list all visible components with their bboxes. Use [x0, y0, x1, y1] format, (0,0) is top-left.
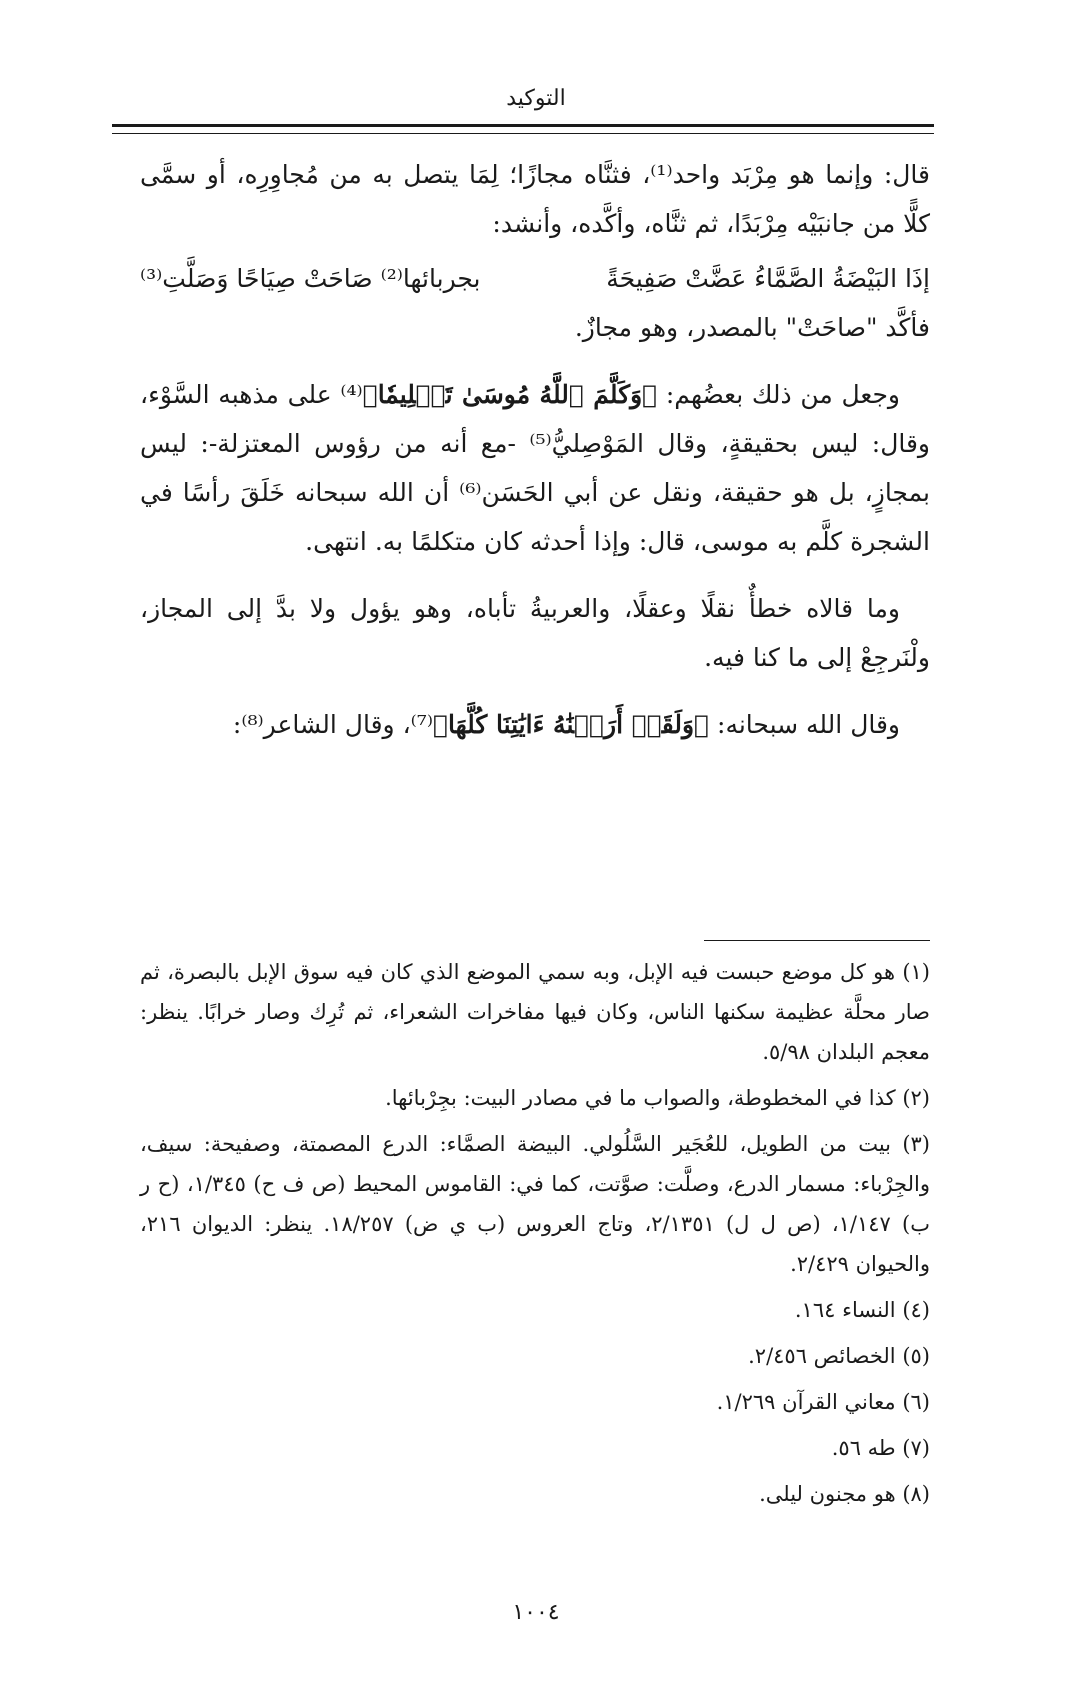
footnote-1: (١) هو كل موضع حبست فيه الإبل، وبه سمي الموضع الذي كان فيه سوق الإبل بالبصرة، ثم صار محلَّة عظيمة سكنها الناس، وكان فيها مفاخرات الشعراء، ثم تُرِك وصار خرابًا. ينظر: معجم البلدان ٥/٩٨. [140, 960, 930, 1064]
header-rule-thin [112, 133, 934, 134]
header-rule-thick [112, 124, 934, 127]
footnote-5: (٥) الخصائص ٢/٤٥٦. [748, 1344, 930, 1368]
running-header: التوكيد [506, 86, 566, 111]
footnote-8: (٨) هو مجنون ليلى. [759, 1482, 930, 1506]
quran-quote-1: ﴿وَكَلَّمَ ٱللَّهُ مُوسَىٰ تَكۡلِيمٗا﴾ [362, 380, 658, 409]
paragraph-5 [140, 700, 930, 749]
paragraph-5-rest: ⁽⁷⁾، وقال الشاعر⁽⁸⁾: [232, 710, 433, 739]
footnote-3: (٣) بيت من الطويل، للعُجَير السَّلُولي. البيضة الصمَّاء: الدرع المصمتة، وصفيحة: سيف، والجِرْباء: مسمار الدرع، وصلَّت: صوَّتت، كما في: القاموس المحيط (ص ف ح) ١/٣٤٥، (ح ر ب) ١/١٤٧، (ص ل ل) ٢/١٣٥١، وتاج العروس (ب ي ض) ١٨/٢٥٧. ينظر: الديوان ٢١٦، والحيوان ٢/٤٢٩. [140, 1132, 930, 1276]
verse-first-hemistich: إذَا البَيْضَةُ الصَّمَّاءُ عَضَّتْ صَفِيحَةً [606, 264, 930, 293]
footnote-separator [704, 940, 930, 941]
footnotes [140, 952, 930, 1520]
paragraph-3-rest: ⁽⁴⁾ على مذهبه السَّوْء، وقال: ليس بحقيقةٍ، وقال المَوْصِليُّ⁽⁵⁾ -مع أنه من رؤوس المعتزلة-: ليس بمجازٍ، بل هو حقيقة، ونقل عن أبي الحَسَن⁽⁶⁾ أن الله سبحانه خَلَقَ رأسًا في الشجرة كلَّم به موسى، قال: وإذا أحدثه كان متكلمًا به. انتهى. [140, 380, 930, 556]
footnote-7: (٧) طه ٥٦. [831, 1436, 930, 1460]
quran-quote-2: ﴿وَلَقَدۡ أَرَيۡنَٰهُ ءَايَٰتِنَا كُلَّهَا﴾ [432, 710, 710, 739]
footnote-6: (٦) معاني القرآن ١/٢٦٩. [716, 1390, 930, 1414]
paragraph-3-intro: وجعل من ذلك بعضُهم: [657, 380, 901, 409]
paragraph-5-intro: وقال الله سبحانه: [709, 710, 900, 739]
verse-second-hemistich: بجربائها⁽²⁾ صَاحَتْ صِيَاحًا وَصَلَّتِ⁽³⁾ [140, 264, 481, 293]
paragraph-4: وما قالاه خطأٌ نقلًا وعقلًا، والعربيةُ تأباه، وهو يؤول ولا بدَّ إلى المجاز، ولْنَرجِعْ إلى ما كنا فيه. [140, 594, 930, 672]
footnote-2: (٢) كذا في المخطوطة، والصواب ما في مصادر البيت: بجِرْبائها. [385, 1086, 930, 1110]
poem-verse [140, 254, 930, 303]
page-number: ١٠٠٤ [512, 1600, 560, 1625]
paragraph-2: فأكَّد "صاحَتْ" بالمصدر، وهو مجازٌ. [574, 313, 930, 342]
paragraph-3 [140, 370, 930, 566]
paragraph-1: قال: وإنما هو مِرْبَد واحد⁽¹⁾، فثنَّاه مجازًا؛ لِمَا يتصل به من مُجاوِرِه، أو سمَّى كلًّا من جانبَيْه مِرْبَدًا، ثم ثنَّاه، وأكَّده، وأنشد: [140, 160, 930, 238]
main-text [140, 150, 930, 749]
footnote-4: (٤) النساء ١٦٤. [794, 1298, 930, 1322]
